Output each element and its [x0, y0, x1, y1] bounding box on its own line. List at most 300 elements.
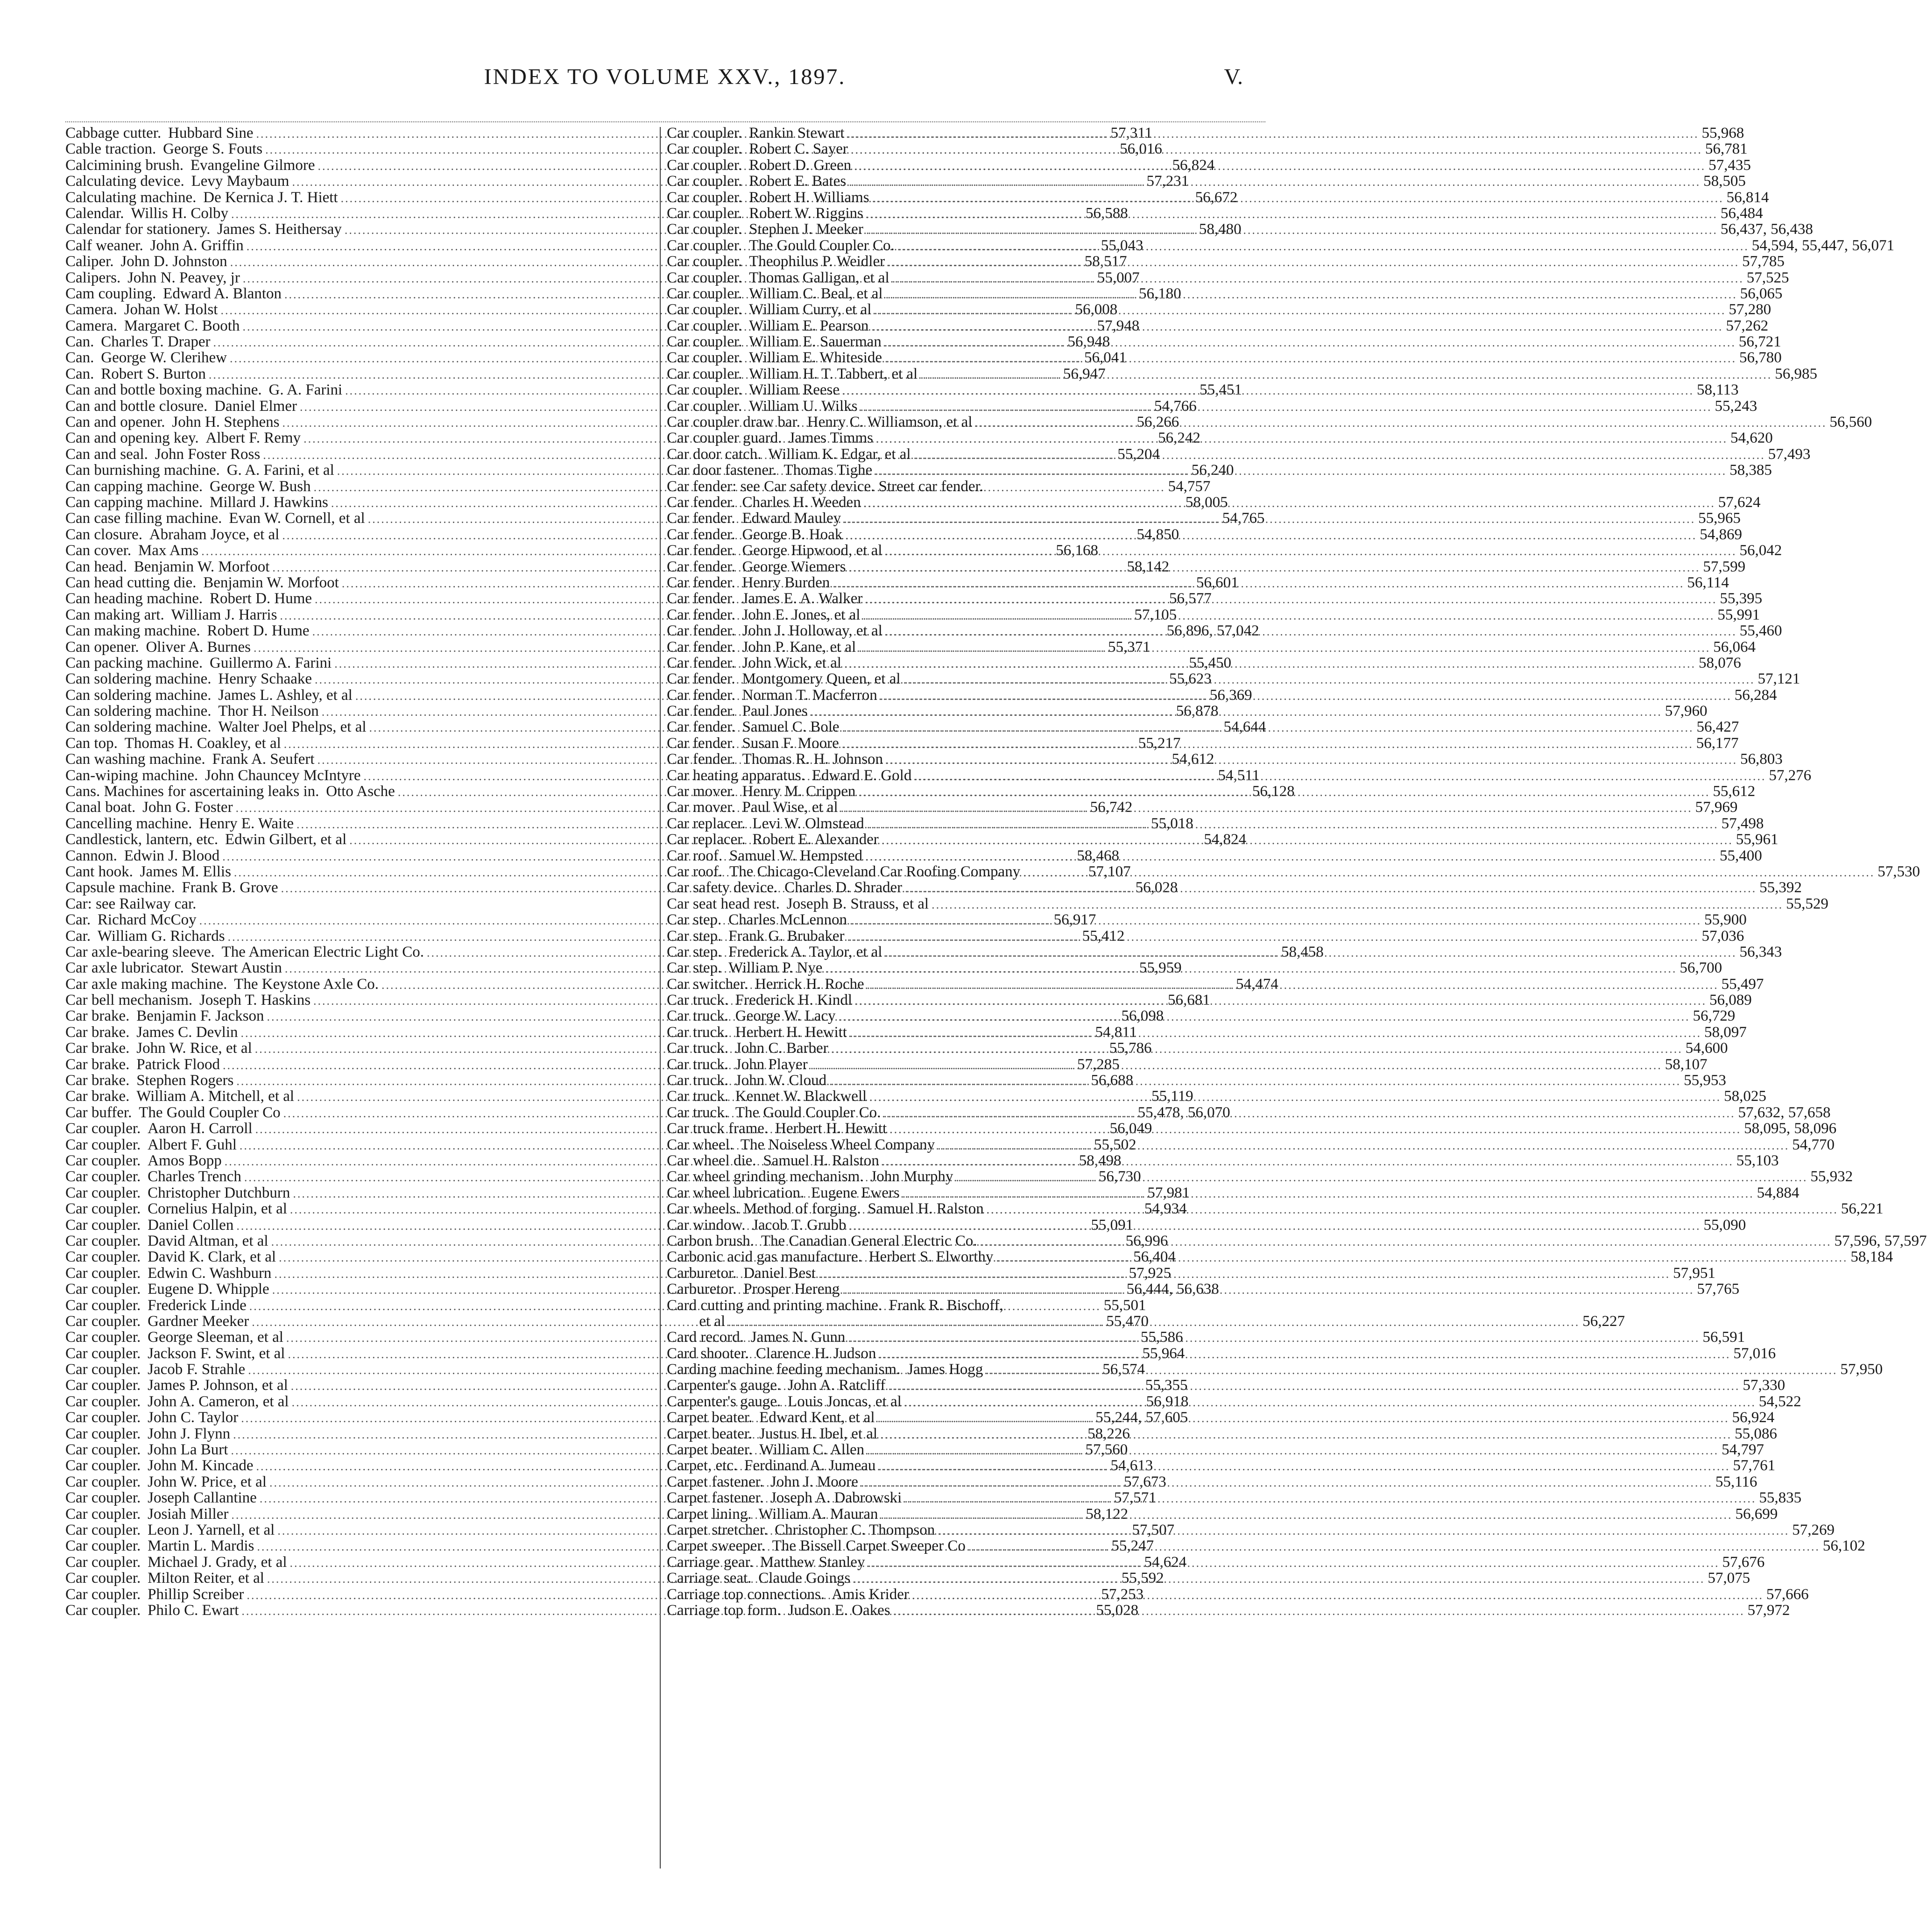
entry-subject: Can opener. — [65, 638, 139, 656]
entry-patent-numbers: 54,850 — [1136, 526, 1179, 543]
index-entry — [667, 125, 1744, 141]
index-entry — [667, 479, 1260, 494]
entry-patent-numbers: 56,042 — [1739, 542, 1782, 559]
entry-subject: Can capping machine. — [65, 478, 203, 495]
entry-inventor: William Curry, et al — [749, 301, 872, 318]
index-entry — [667, 1377, 1786, 1394]
leader-dots — [841, 656, 1699, 672]
entry-inventor: George W. Lacy — [735, 1008, 836, 1025]
entry-inventor: William G. Richards — [97, 927, 225, 945]
entry-patent-numbers: 56,824 — [1172, 156, 1215, 174]
entry-subject: Car coupler. — [65, 1441, 141, 1459]
entry-inventor: Albert F. Guhl — [148, 1136, 237, 1153]
entry-inventor: Cornelius Halpin, et al — [148, 1200, 287, 1218]
leader-dots — [725, 1314, 1582, 1330]
entry-subject: Car coupler. — [65, 1553, 141, 1571]
entry-subject: Car coupler. — [65, 1601, 141, 1619]
entry-patent-numbers: 55,961 — [1736, 831, 1779, 848]
entry-inventor: Walter Joel Phelps, et al — [218, 719, 367, 736]
entry-subject: Can soldering machine. — [65, 670, 212, 688]
index-entry — [667, 1136, 1835, 1153]
entry-inventor: Johan W. Holst — [124, 301, 218, 318]
entry-patent-numbers: 56,089 — [1709, 992, 1752, 1009]
leader-dots — [839, 736, 1696, 752]
entry-patent-numbers: 57,493 — [1768, 445, 1811, 463]
entry-subject: Car truck. — [667, 1040, 728, 1057]
entry-inventor: George Hipwood, et al — [742, 542, 882, 559]
entry-patent-numbers: 55,007 — [1097, 269, 1140, 286]
leader-dots — [882, 543, 1739, 559]
entry-subject: Can soldering machine. — [65, 719, 212, 736]
entry-patent-numbers: 55,392 — [1759, 879, 1802, 896]
entry-patent-numbers: 58,505 — [1703, 173, 1746, 190]
index-entry — [667, 1425, 1777, 1442]
entry-subject: Can and bottle boxing machine. — [65, 381, 262, 399]
entry-inventor: The American Electric Light Co. — [221, 943, 424, 960]
entry-patent-numbers: 57,624 — [1718, 494, 1761, 511]
entry-subject: Car coupler. — [65, 1248, 141, 1266]
entry-patent-numbers: 56,742 — [1090, 799, 1133, 816]
entry-inventor: John M. Kincade — [148, 1457, 254, 1474]
entry-patent-numbers: 54,797 — [1722, 1441, 1764, 1459]
index-entry — [667, 253, 1785, 270]
entry-patent-numbers: 54,624 — [1144, 1553, 1187, 1571]
entry-patent-numbers: 57,981 — [1147, 1184, 1190, 1201]
index-entry — [667, 1248, 1893, 1266]
entry-inventor: Willis H. Colby — [131, 204, 228, 222]
index-entry — [667, 349, 1782, 367]
header-rule — [65, 121, 1265, 122]
entry-inventor: Robert D. Green — [749, 156, 852, 174]
entry-patent-numbers: 56,896, 57,042 — [1166, 622, 1259, 640]
entry-subject: Car truck. — [667, 1023, 728, 1041]
entry-subject: Can making art. — [65, 606, 164, 623]
entry-subject: Carbon brush. — [667, 1232, 754, 1249]
leader-dots — [846, 174, 1703, 190]
entry-subject: Can heading machine. — [65, 590, 203, 607]
index-entry — [667, 173, 1746, 190]
entry-inventor: Benjamin W. Morfoot — [134, 558, 270, 575]
entry-inventor: Abraham Joyce, et al — [149, 526, 280, 543]
entry-subject: Car coupler. — [667, 173, 742, 190]
entry-subject: Can-wiping machine. — [65, 767, 198, 784]
entry-inventor: Leon J. Yarnell, et al — [148, 1521, 275, 1538]
leader-dots — [852, 993, 1709, 1009]
entry-patent-numbers: 55,412 — [1082, 927, 1125, 945]
entry-inventor: Robert C. Sayer — [749, 141, 848, 158]
entry-patent-numbers: 56,560 — [1829, 414, 1872, 431]
index-entry — [667, 1120, 1837, 1137]
index-entry — [667, 1281, 1740, 1298]
entry-patent-numbers: 58,113 — [1696, 381, 1739, 399]
entry-subject: Car fender. — [667, 654, 735, 671]
entry-subject: Can packing machine. — [65, 654, 203, 671]
entry-subject: Car coupler. — [65, 1297, 141, 1314]
leader-dots — [918, 367, 1775, 383]
leader-dots — [875, 1410, 1732, 1426]
entry-patent-numbers: 56,917 — [1053, 911, 1096, 929]
entry-patent-numbers: 57,105 — [1134, 606, 1177, 623]
index-entry — [667, 237, 1895, 254]
entry-patent-numbers: 55,090 — [1703, 1216, 1746, 1234]
page-title: INDEX TO VOLUME XXV., 1897. — [484, 64, 846, 89]
entry-inventor: Michael J. Grady, et al — [148, 1553, 287, 1571]
entry-subject: Car coupler. — [65, 1377, 141, 1394]
leader-dots — [900, 1186, 1757, 1202]
entry-inventor: John C. Barber — [735, 1040, 828, 1057]
entry-inventor: De Kernica J. T. Hiett — [203, 189, 338, 206]
entry-subject: Car coupler. — [65, 1264, 141, 1282]
entry-inventor: Evangeline Gilmore — [190, 156, 315, 174]
leader-dots — [889, 271, 1747, 287]
entry-patent-numbers: 55,835 — [1759, 1489, 1802, 1507]
entry-inventor: Phillip Screiber — [148, 1586, 244, 1603]
index-entry — [667, 1008, 1736, 1025]
entry-patent-numbers: 56,601 — [1196, 574, 1239, 591]
leader-dots — [863, 222, 1721, 238]
entry-subject: Canal boat. — [65, 799, 136, 816]
index-entry — [667, 1489, 1802, 1507]
index-entry — [667, 1409, 1775, 1426]
index-entry — [667, 622, 1782, 640]
entry-inventor: Joseph Callantine — [148, 1489, 257, 1507]
entry-inventor: John G. Foster — [142, 799, 233, 816]
entry-subject: Card shooter. — [667, 1345, 749, 1362]
entry-patent-numbers: 56,996 — [1125, 1232, 1168, 1249]
entry-patent-numbers: 56,577 — [1169, 590, 1212, 607]
entry-subject: Car fender. — [667, 558, 735, 575]
entry-subject: Car truck. — [667, 1088, 728, 1105]
entry-subject: Car coupler. — [65, 1473, 141, 1490]
leader-dots — [862, 849, 1720, 865]
entry-subject: Cable traction. — [65, 141, 156, 158]
entry-patent-numbers: 56,688 — [1091, 1072, 1134, 1089]
index-entry — [667, 879, 1802, 896]
entry-patent-numbers: 55,243 — [1715, 397, 1758, 415]
entry-inventor: John W. Cloud — [735, 1072, 827, 1089]
entry-inventor: Gardner Meeker — [148, 1312, 249, 1330]
entry-subject: Car: see Railway car. — [65, 895, 197, 912]
entry-inventor: John J. Moore — [770, 1473, 858, 1490]
entry-subject: Cant hook. — [65, 863, 133, 880]
entry-inventor: Oliver A. Burnes — [146, 638, 251, 656]
entry-subject: Can and bottle closure. — [65, 397, 208, 415]
entry-inventor: Robert D. Hume — [207, 622, 310, 640]
entry-subject: et al — [699, 1312, 726, 1330]
entry-subject: Car fender. — [667, 590, 735, 607]
entry-patent-numbers: 54,522 — [1758, 1393, 1801, 1410]
entry-subject: Car fender. — [667, 494, 735, 511]
entry-subject: Carpet fastener. — [667, 1473, 764, 1490]
entry-patent-numbers: 57,330 — [1743, 1377, 1786, 1394]
entry-subject: Car fender. — [667, 526, 735, 543]
entry-subject: Car seat head rest. — [667, 895, 780, 912]
leader-dots — [864, 1443, 1722, 1459]
entry-subject: Cancelling machine. — [65, 815, 192, 832]
entry-patent-numbers: 56,437, 56,438 — [1720, 221, 1813, 238]
index-entry — [667, 654, 1741, 671]
entry-subject: Car wheel grinding mechanism. — [667, 1168, 864, 1185]
entry-patent-numbers: 56,098 — [1121, 1008, 1164, 1025]
entry-subject: Can making machine. — [65, 622, 200, 640]
entry-subject: Car coupler. — [667, 125, 742, 141]
entry-inventor: Daniel Elmer — [214, 397, 297, 415]
entry-patent-numbers: 57,596, 57,597 — [1834, 1232, 1927, 1249]
entry-inventor: The Keystone Axle Co. — [234, 975, 379, 993]
entry-patent-numbers: 56,918 — [1146, 1393, 1189, 1410]
index-entry — [667, 1104, 1831, 1121]
entry-patent-numbers: 56,177 — [1696, 734, 1739, 752]
index-entry — [667, 526, 1742, 543]
entry-inventor: James C. Devlin — [136, 1023, 238, 1041]
leader-dots — [856, 640, 1713, 656]
index-entry — [667, 1023, 1747, 1041]
entry-inventor: Evan W. Cornell, et al — [229, 510, 365, 527]
entry-inventor: John H. Stephens — [172, 414, 280, 431]
index-entry — [667, 1329, 1745, 1346]
entry-inventor: John Wick, et al — [742, 654, 841, 671]
entry-subject: Carpenter's gauge. — [667, 1377, 781, 1394]
entry-subject: Can washing machine. — [65, 751, 205, 768]
leader-dots — [840, 720, 1697, 736]
index-entry — [667, 895, 1828, 912]
entry-patent-numbers: 56,721 — [1738, 333, 1781, 351]
leader-dots — [865, 1555, 1722, 1571]
entry-inventor: John A. Ratcliff — [788, 1377, 886, 1394]
index-entry — [667, 1361, 1883, 1378]
entry-inventor: Robert E. Bates — [749, 173, 847, 190]
entry-patent-numbers: 56,343 — [1739, 943, 1782, 960]
entry-subject: Can soldering machine. — [65, 703, 212, 720]
entry-patent-numbers: 57,666 — [1766, 1586, 1809, 1603]
entry-inventor: Edwin C. Washburn — [148, 1264, 272, 1282]
entry-patent-numbers: 55,450 — [1189, 654, 1231, 671]
entry-subject: Car mover. — [667, 799, 735, 816]
entry-patent-numbers: 56,404 — [1133, 1248, 1176, 1266]
entry-patent-numbers: 57,036 — [1701, 927, 1744, 945]
index-entry — [667, 574, 1729, 591]
entry-subject: Car coupler. — [667, 349, 742, 367]
entry-subject: Car wheel. — [667, 1136, 734, 1153]
entry-inventor: William U. Wilks — [749, 397, 858, 415]
entry-inventor: Patrick Flood — [136, 1056, 220, 1073]
entry-inventor: Susan F. Moore — [742, 734, 839, 752]
entry-subject: Car mover. — [667, 783, 735, 800]
entry-patent-numbers: 58,005 — [1185, 494, 1228, 511]
entry-inventor: Samuel H. Ralston — [868, 1200, 984, 1218]
entry-subject: Carpet, etc. — [667, 1457, 738, 1474]
entry-patent-numbers: 55,497 — [1721, 975, 1764, 993]
index-entry — [667, 606, 1760, 623]
index-entry — [667, 992, 1752, 1009]
leader-dots — [840, 1282, 1697, 1298]
entry-inventor: Herbert S. Elworthy — [868, 1248, 994, 1266]
entry-inventor: John J. Holloway, et al — [742, 622, 882, 640]
entry-subject: Car buffer. — [65, 1104, 132, 1121]
entry-patent-numbers: 55,965 — [1698, 510, 1741, 527]
entry-patent-numbers: 55,592 — [1121, 1570, 1164, 1587]
leader-dots — [850, 1571, 1708, 1587]
leader-dots — [885, 254, 1742, 270]
leader-dots — [972, 415, 1829, 431]
entry-inventor: Frederick A. Taylor, et al — [728, 943, 882, 960]
entry-subject: Carpet fastener. — [667, 1489, 764, 1507]
leader-dots — [935, 1523, 1792, 1539]
index-entry — [667, 430, 1773, 447]
index-entry — [667, 141, 1748, 158]
entry-inventor: Aaron H. Carroll — [148, 1120, 253, 1137]
leader-dots — [1020, 865, 1878, 881]
entry-inventor: Montgomery Queen, et al — [742, 670, 901, 688]
index-entry — [667, 767, 1812, 784]
index-entry — [667, 1505, 1778, 1523]
entry-patent-numbers: 57,925 — [1129, 1264, 1172, 1282]
leader-dots — [862, 592, 1720, 607]
leader-dots — [842, 528, 1700, 543]
entry-patent-numbers: 56,028 — [1135, 879, 1178, 896]
entry-patent-numbers: 57,972 — [1747, 1601, 1790, 1619]
leader-dots — [895, 239, 1752, 254]
entry-patent-numbers: 56,985 — [1775, 365, 1817, 382]
index-entry — [667, 269, 1789, 286]
entry-inventor: James S. Heithersay — [217, 221, 342, 238]
entry-patent-numbers: 56,681 — [1168, 992, 1210, 1009]
entry-inventor: Paul Wise, et al — [742, 799, 838, 816]
entry-subject: Card cutting and printing machine. — [667, 1297, 882, 1314]
index-entry — [667, 1393, 1801, 1410]
entry-subject: Calculating machine. — [65, 189, 197, 206]
entry-inventor: Levi W. Olmstead — [752, 815, 864, 832]
entry-patent-numbers: 55,204 — [1117, 445, 1160, 463]
entry-subject: Car coupler. — [667, 237, 742, 254]
entry-patent-numbers: 58,226 — [1087, 1425, 1130, 1442]
entry-inventor: Frank B. Grove — [182, 879, 278, 896]
index-entry — [667, 1152, 1779, 1169]
entry-patent-numbers: 57,785 — [1742, 253, 1785, 270]
entry-patent-numbers: 56,729 — [1693, 1008, 1736, 1025]
index-entry — [667, 1184, 1800, 1201]
entry-patent-numbers: 55,953 — [1684, 1072, 1726, 1089]
index-entry — [667, 1072, 1726, 1089]
entry-inventor: William E. Whiteside — [749, 349, 882, 367]
entry-inventor: Samuel W. Hempsted — [729, 847, 863, 864]
leader-dots — [846, 560, 1703, 576]
leader-dots — [828, 1041, 1686, 1057]
entry-patent-numbers: 54,594, 55,447, 56,071 — [1751, 237, 1895, 254]
entry-patent-numbers: 58,076 — [1698, 654, 1741, 671]
entry-inventor: The Chicago-Cleveland Car Roofing Company — [729, 863, 1021, 880]
entry-inventor: George W. Bush — [210, 478, 311, 495]
entry-inventor: Martin L. Mardis — [148, 1537, 254, 1555]
entry-inventor: David K. Clark, et al — [148, 1248, 276, 1266]
entry-subject: Can head cutting die. — [65, 574, 197, 591]
entry-subject: Car coupler. — [65, 1586, 141, 1603]
entry-inventor: William K. Edgar, et al — [768, 445, 911, 463]
leader-dots — [911, 447, 1768, 463]
entry-inventor: John A. Cameron, et al — [148, 1393, 289, 1410]
index-entry — [667, 333, 1781, 351]
entry-subject: Car coupler. — [65, 1409, 141, 1426]
leader-dots — [858, 1475, 1715, 1491]
entry-patent-numbers: 56,180 — [1139, 285, 1181, 302]
entry-patent-numbers: 57,632, 57,658 — [1738, 1104, 1831, 1121]
entry-inventor: John A. Griffin — [150, 237, 244, 254]
entry-inventor: Henry Schaake — [218, 670, 312, 688]
entry-subject: Car coupler. — [65, 1232, 141, 1249]
entry-subject: Capsule machine. — [65, 879, 175, 896]
entry-patent-numbers: 57,951 — [1673, 1264, 1715, 1282]
entry-subject: Car replacer. — [667, 831, 746, 848]
entry-subject: Car heating apparatus. — [667, 767, 805, 784]
entry-patent-numbers: 55,028 — [1096, 1601, 1139, 1619]
entry-patent-numbers: 56,008 — [1075, 301, 1118, 318]
index-entry — [667, 1312, 1625, 1330]
entry-inventor: Samuel H. Ralston — [763, 1152, 879, 1169]
entry-patent-numbers: 57,525 — [1746, 269, 1789, 286]
entry-patent-numbers: 55,103 — [1736, 1152, 1779, 1169]
entry-inventor: Josiah Miller — [148, 1505, 229, 1523]
entry-subject: Car truck. — [667, 1008, 728, 1025]
entry-subject: Car truck frame. — [667, 1120, 769, 1137]
entry-inventor: Henry M. Crippen — [742, 783, 856, 800]
entry-patent-numbers: 55,586 — [1140, 1329, 1183, 1346]
entry-patent-numbers: 56,016 — [1120, 141, 1162, 158]
entry-subject: Car coupler. — [65, 1457, 141, 1474]
entry-subject: Car coupler. — [65, 1505, 141, 1523]
index-entry — [667, 1088, 1766, 1105]
entry-inventor: William C. Beal, et al — [749, 285, 883, 302]
entry-subject: Car truck. — [667, 1056, 728, 1073]
entry-inventor: Claude Goings — [758, 1570, 851, 1587]
index-entry — [667, 1264, 1715, 1282]
entry-patent-numbers: 55,018 — [1151, 815, 1193, 832]
leader-dots — [885, 1378, 1743, 1394]
entry-subject: Can capping machine. — [65, 494, 203, 511]
leader-dots — [840, 383, 1697, 399]
entry-patent-numbers: 54,869 — [1700, 526, 1742, 543]
entry-inventor: Amis Krider — [831, 1586, 909, 1603]
entry-inventor: Charles Trench — [148, 1168, 241, 1185]
entry-patent-numbers: 56,064 — [1713, 638, 1756, 656]
leader-dots — [890, 1603, 1748, 1619]
index-entry — [667, 221, 1813, 238]
leader-dots — [857, 399, 1715, 415]
entry-patent-numbers: 55,623 — [1169, 670, 1212, 688]
entry-inventor: Judson E. Oakes — [788, 1601, 890, 1619]
entry-subject: Car. — [65, 927, 91, 945]
entry-inventor: Christopher C. Thompson — [775, 1521, 935, 1538]
entry-inventor: Edward Mauley — [742, 510, 841, 527]
entry-inventor: William C. Allen — [759, 1441, 865, 1459]
entry-patent-numbers: 57,253 — [1101, 1586, 1144, 1603]
entry-patent-numbers: 56,700 — [1680, 959, 1722, 977]
index-entry — [667, 381, 1739, 399]
entry-subject: Carding machine feeding mechanism. — [667, 1361, 901, 1378]
entry-patent-numbers: 55,244, 57,605 — [1095, 1409, 1188, 1426]
leader-dots — [816, 1266, 1673, 1282]
entry-inventor: Benjamin F. Jackson — [136, 1008, 264, 1025]
entry-inventor: The Noiseless Wheel Company — [740, 1136, 935, 1153]
index-entry — [667, 590, 1763, 607]
entry-subject: Car door fastener. — [667, 462, 777, 479]
entry-inventor: William E. Pearson — [749, 317, 869, 334]
entry-subject: Cans. Machines for ascertaining leaks in. — [65, 783, 319, 800]
entry-inventor: Kennet W. Blackwell — [735, 1088, 867, 1105]
index-entry — [667, 686, 1777, 704]
entry-patent-numbers: 58,184 — [1850, 1248, 1893, 1266]
entry-inventor: Justus H. Ibel, et al — [759, 1425, 878, 1442]
entry-inventor: William A. Mitchell, et al — [136, 1088, 295, 1105]
